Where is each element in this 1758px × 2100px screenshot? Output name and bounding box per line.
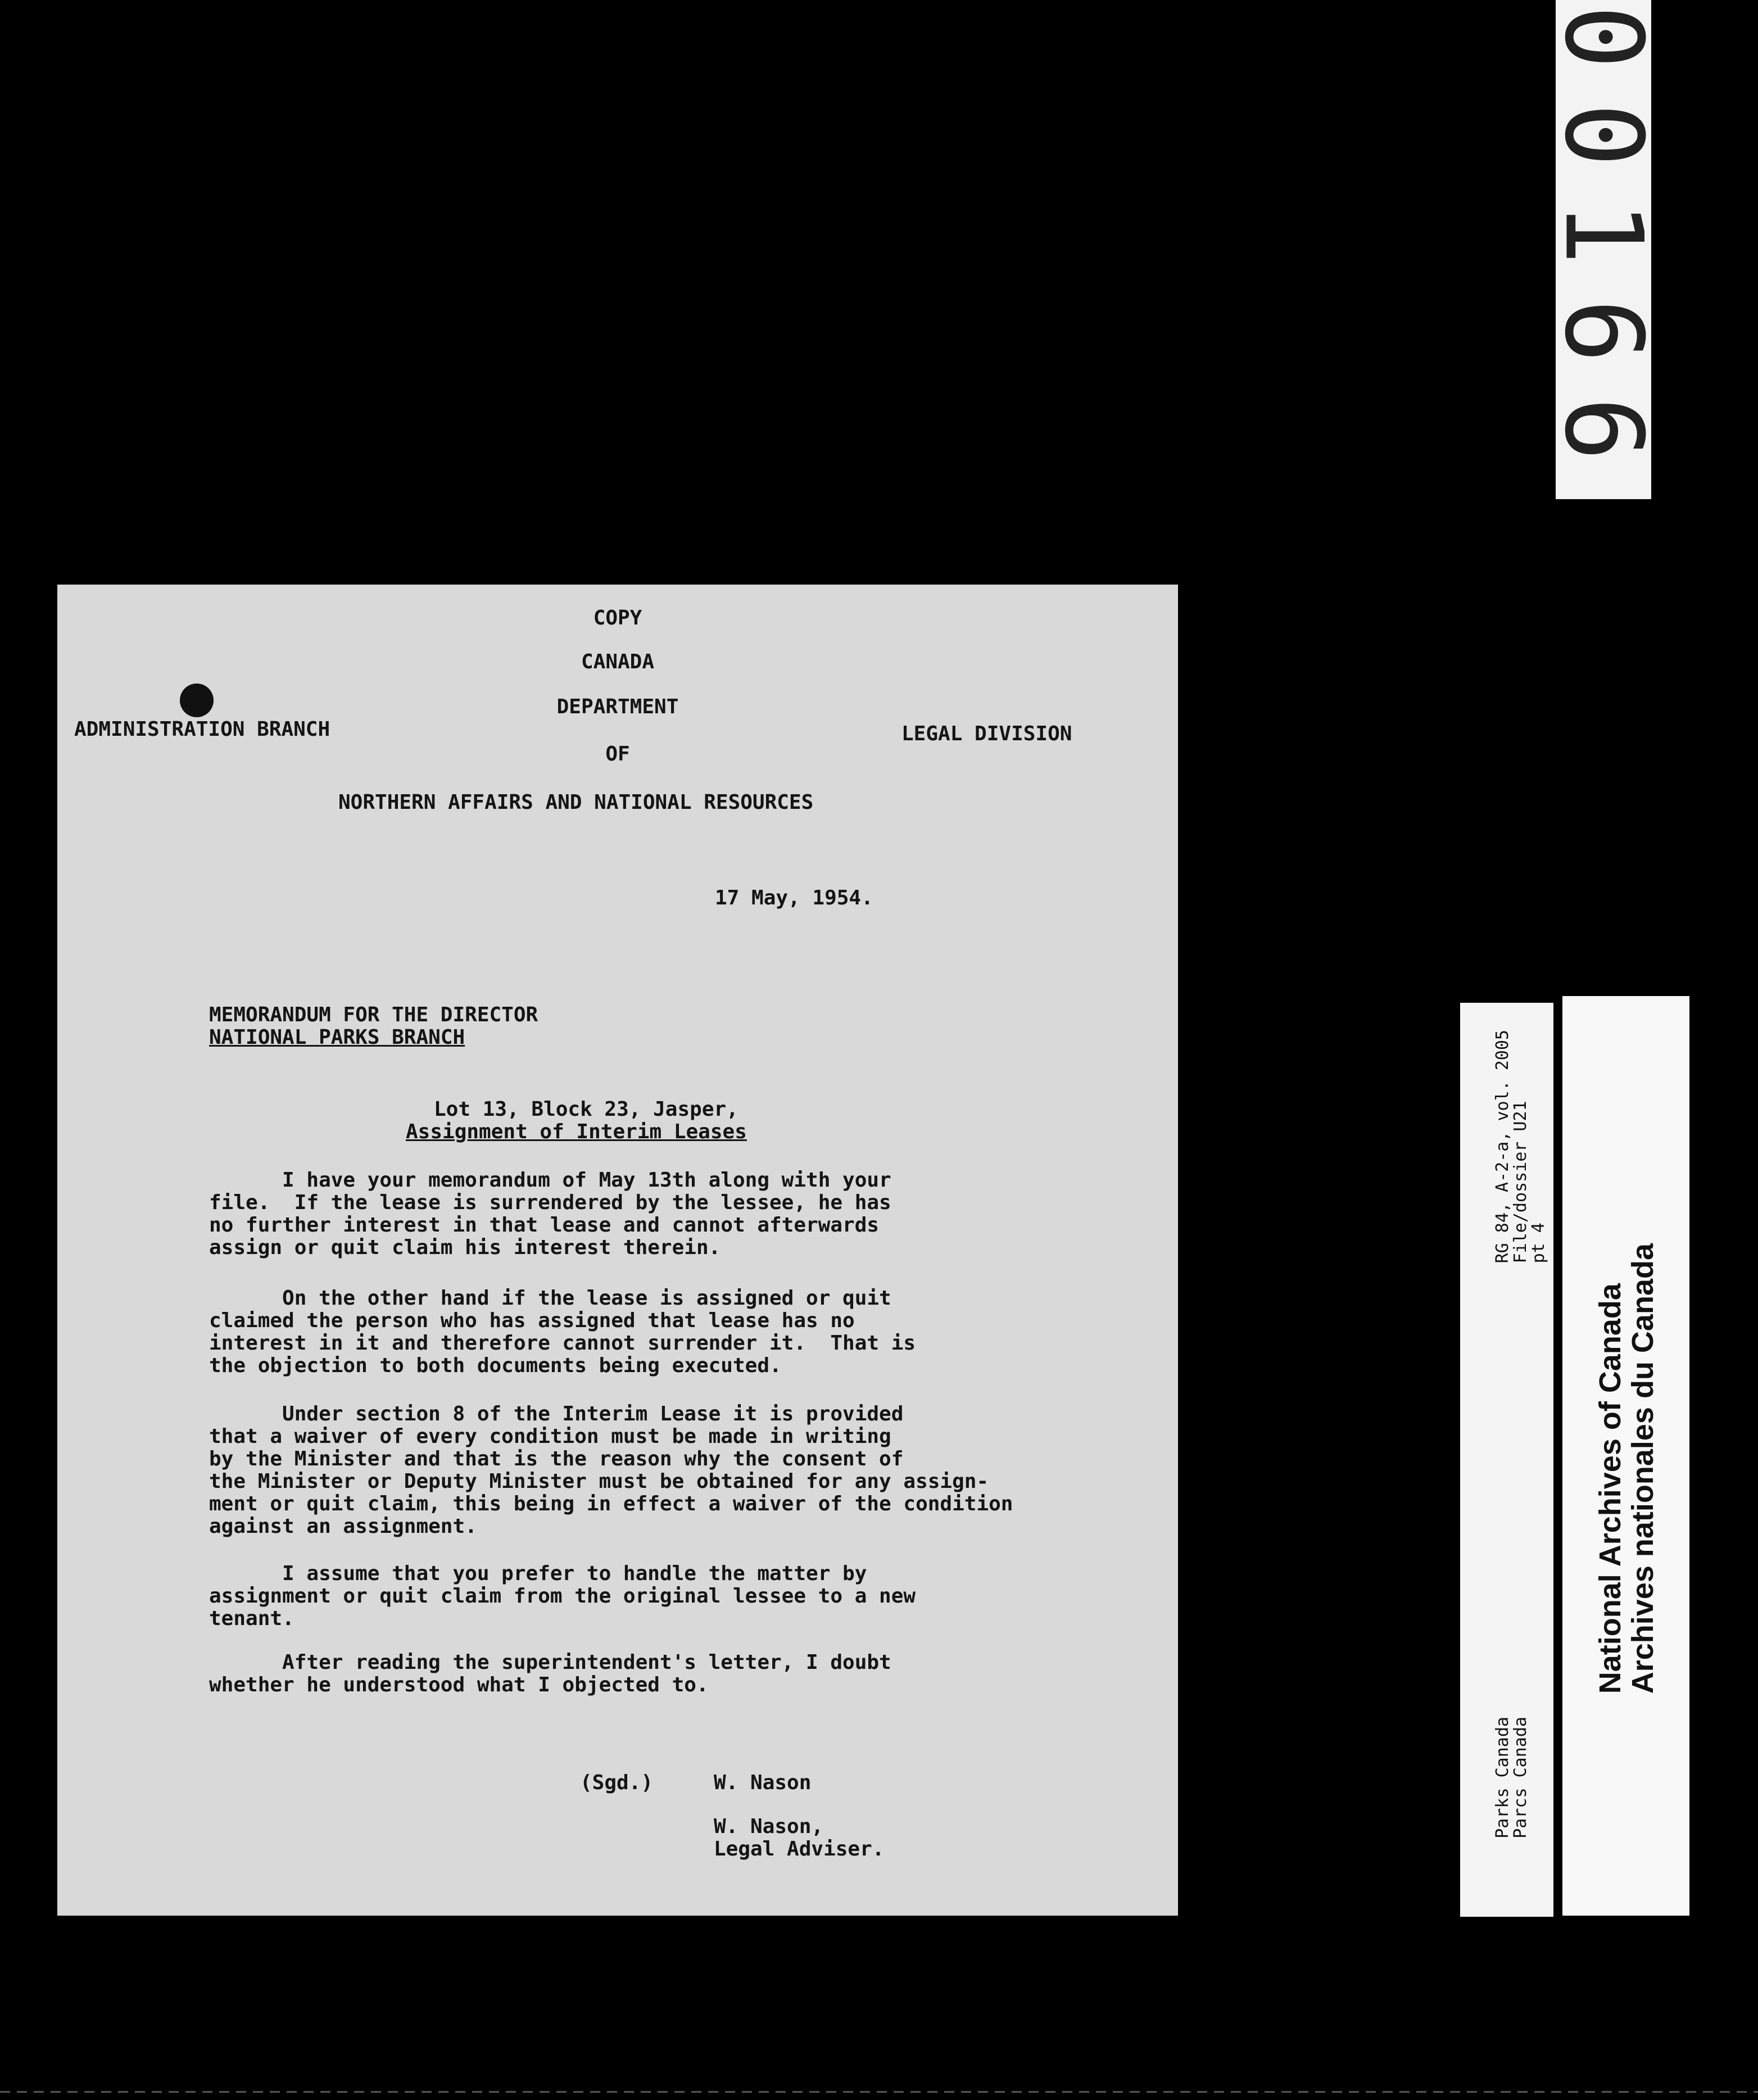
addressee-line-2: NATIONAL PARKS BRANCH xyxy=(209,1026,465,1049)
department-heading: DEPARTMENT xyxy=(556,695,679,718)
memo-date: 17 May, 1954. xyxy=(715,886,873,909)
administration-branch-header: ADMINISTRATION BRANCH xyxy=(74,718,330,741)
paragraph-1: I have your memorandum of May 13th along with your file. If the lease is surrendered by the lessee, he has no further interest in that lease and cannot afterwards assign or quit claim his interest therein. xyxy=(209,1169,891,1259)
paragraph-5: After reading the superintendent's letter, I doubt whether he understood what I objected to. xyxy=(209,1651,891,1696)
signature-sgd: (Sgd.) xyxy=(580,1771,654,1794)
reference-line-1: RG 84, A-2-a, vol. 2005 xyxy=(1493,1030,1512,1264)
agency-line-1: Parks Canada xyxy=(1493,1717,1512,1839)
subject-line-1: Lot 13, Block 23, Jasper, xyxy=(434,1098,738,1121)
country-heading: CANADA xyxy=(581,650,655,673)
national-archives-label xyxy=(1562,996,1689,1916)
frame-number: 00166 xyxy=(1541,4,1666,495)
archive-reference-label xyxy=(1460,1003,1553,1917)
copy-label: COPY xyxy=(593,607,642,630)
archives-name xyxy=(1594,1243,1659,1694)
memorandum-page xyxy=(57,585,1178,1916)
legal-division-header: LEGAL DIVISION xyxy=(901,722,1072,745)
subject-line-2: Assignment of Interim Leases xyxy=(406,1120,747,1143)
paragraph-4: I assume that you prefer to handle the matter by assignment or quit claim from the original lessee to a new tenant. xyxy=(209,1562,916,1630)
archives-line-1: National Archives of Canada xyxy=(1593,1283,1627,1694)
signer-title: Legal Adviser. xyxy=(714,1838,885,1861)
archive-reference xyxy=(1494,1030,1548,1263)
agency-names xyxy=(1494,1717,1530,1839)
frame-number-strip xyxy=(1541,0,1666,499)
signature-name: W. Nason xyxy=(714,1771,812,1794)
paragraph-3: Under section 8 of the Interim Lease it is provided that a waiver of every condition must be made in writing by the Minister and that is the reason why the consent of the Minister or Deputy Minister must be obtained for any assign- ment or quit claim, this being in effect a waiver of the condition against an assignment. xyxy=(209,1402,1013,1538)
reference-line-3: pt 4 xyxy=(1529,1223,1548,1264)
scan-edge-line xyxy=(0,2091,1758,2093)
agency-line-2: Parcs Canada xyxy=(1511,1717,1530,1839)
department-of: OF xyxy=(605,743,630,766)
archives-line-2: Archives nationales du Canada xyxy=(1626,1243,1660,1694)
reference-line-2: File/dossier U21 xyxy=(1511,1101,1530,1264)
department-name: NORTHERN AFFAIRS AND NATIONAL RESOURCES xyxy=(338,791,814,814)
signer-name: W. Nason, xyxy=(714,1815,824,1838)
paragraph-2: On the other hand if the lease is assigned or quit claimed the person who has assigned that lease has no interest in it and therefore cannot surrender it. That is the objection to both documents being executed. xyxy=(209,1287,916,1377)
addressee-line-1: MEMORANDUM FOR THE DIRECTOR xyxy=(209,1003,538,1026)
